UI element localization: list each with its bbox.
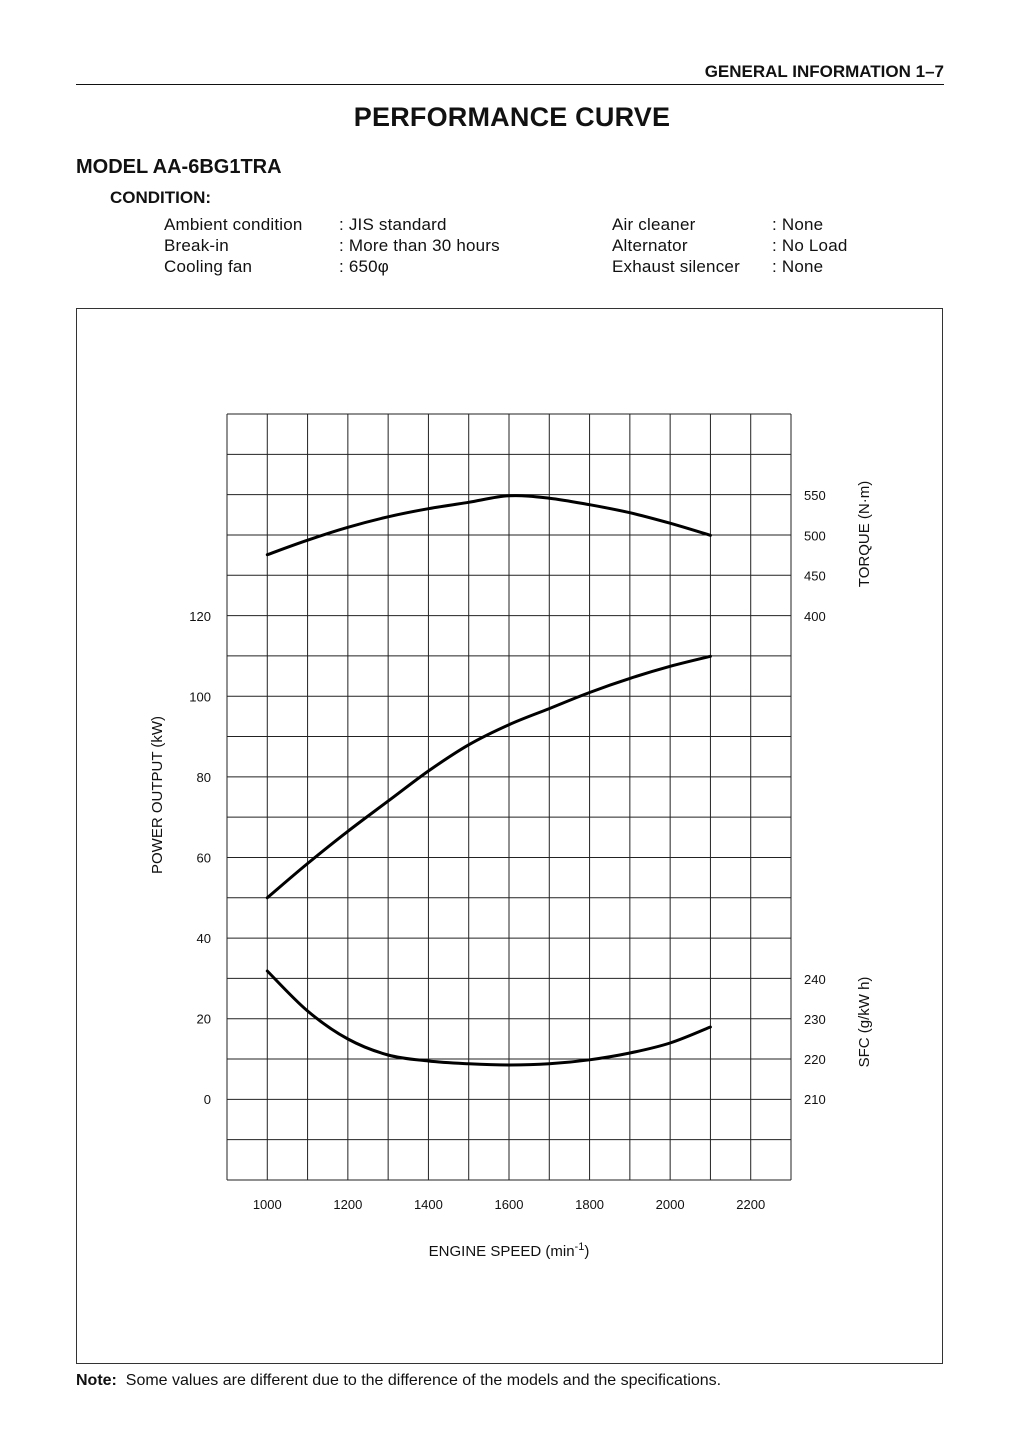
note-label: Note: [76,1372,117,1389]
note-footer [76,1372,721,1390]
x-tick-label: 1400 [413,1197,443,1212]
power-tick-label: 120 [189,609,211,624]
x-tick-label: 1000 [252,1197,282,1212]
x-tick-label: 1800 [575,1197,605,1212]
sfc-axis-label: SFC (g/kW h) [856,976,873,1068]
condition-label-ambient: Ambient condition [164,215,303,234]
power-tick-label: 40 [196,931,211,946]
x-tick-label: 2000 [655,1197,685,1212]
condition-value-air-cleaner: : None [772,215,824,234]
torque-tick-label: 400 [804,609,826,624]
x-tick-label: 1200 [333,1197,363,1212]
sfc-tick-label: 240 [804,972,826,987]
torque-tick-label: 550 [804,488,826,503]
page-title: PERFORMANCE CURVE [353,102,671,132]
condition-label-exhaust-silencer: Exhaust silencer [612,257,740,276]
chart-curves [267,496,710,1065]
x-tick-label: 1600 [494,1197,524,1212]
condition-value-cooling-fan: : 650φ [339,257,390,276]
condition-value-break-in: : More than 30 hours [339,236,500,255]
power-tick-label: 60 [196,850,211,866]
torque-tick-label: 450 [804,568,826,584]
condition-value-alternator: : No Load [772,236,848,255]
model-heading: MODEL AA-6BG1TRA [76,156,282,178]
power-tick-label: 0 [203,1092,211,1107]
condition-label-alternator: Alternator [612,236,688,255]
torque-tick-label: 500 [804,528,826,544]
condition-value-ambient: : JIS standard [339,215,447,234]
condition-heading: CONDITION: [110,188,212,207]
note-text: Some values are different due to the difference of the models and the specifications. [125,1372,722,1389]
condition-label-cooling-fan: Cooling fan [164,257,253,276]
condition-label-break-in: Break-in [164,236,229,255]
sfc-tick-label: 230 [804,1012,826,1027]
power-axis-label: POWER OUTPUT (kW) [149,715,166,875]
x-tick-label: 2200 [736,1197,766,1212]
x-axis-label: ENGINE SPEED $(\min^{-1})$ [428,1241,590,1260]
power-tick-label: 80 [196,770,211,785]
power-tick-label: 20 [196,1011,211,1027]
chart-tick-labels [189,488,825,1212]
torque-axis-label: TORQUE (N·m) [856,480,873,588]
sfc-tick-label: 210 [804,1092,826,1107]
chart-axis-labels [149,481,873,1260]
curve-torque [267,496,710,555]
condition-label-air-cleaner: Air cleaner [612,215,696,234]
curve-sfc [267,971,710,1065]
power-tick-label: 100 [189,689,211,705]
sfc-tick-label: 220 [804,1052,826,1067]
section-header-text: GENERAL INFORMATION 1–7 [704,62,944,81]
condition-value-exhaust-silencer: : None [772,257,824,276]
